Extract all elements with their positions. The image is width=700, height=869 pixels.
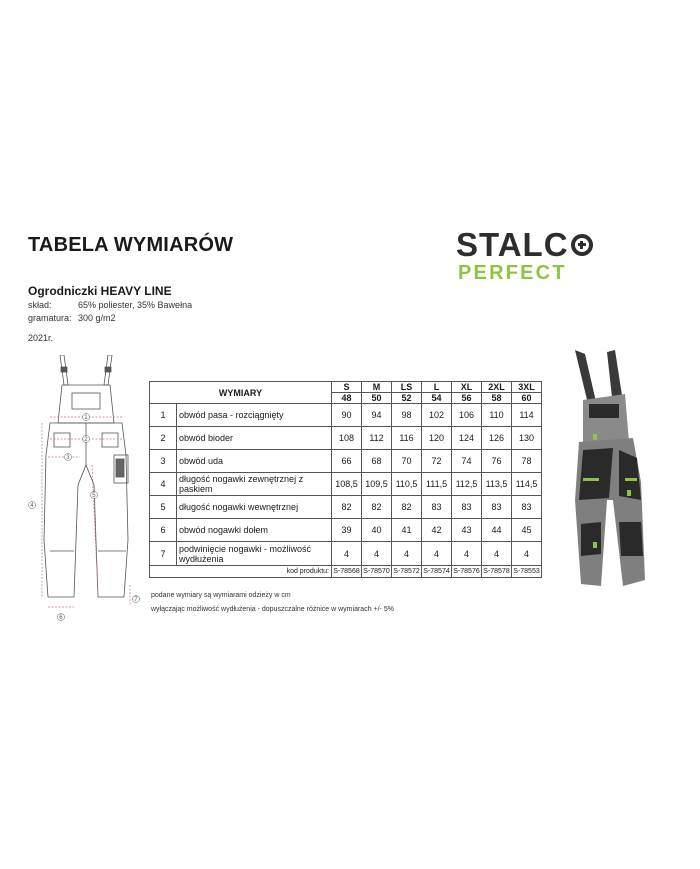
- row-value: 94: [362, 404, 392, 427]
- row-number: 2: [150, 427, 177, 450]
- row-value: 102: [422, 404, 452, 427]
- product-code: S-78578: [482, 566, 512, 578]
- row-value: 83: [512, 496, 542, 519]
- size-label: LS: [392, 382, 422, 393]
- row-number: 4: [150, 473, 177, 496]
- row-value: 112,5: [452, 473, 482, 496]
- row-label: podwinięcie nogawki - możliwość wydłużenia: [177, 542, 332, 566]
- row-value: 108: [332, 427, 362, 450]
- row-value: 4: [392, 542, 422, 566]
- brand-logo: [456, 228, 626, 288]
- spec-value: 65% poliester, 35% Bawełna: [78, 300, 193, 310]
- product-code: S-78568: [332, 566, 362, 578]
- row-value: 39: [332, 519, 362, 542]
- row-label: długość nogawki wewnętrznej: [177, 496, 332, 519]
- product-code-label: kod produktu:: [150, 566, 332, 578]
- product-code: S-78572: [392, 566, 422, 578]
- row-value: 66: [332, 450, 362, 473]
- row-value: 109,5: [362, 473, 392, 496]
- row-value: 98: [392, 404, 422, 427]
- size-number: 48: [332, 393, 362, 404]
- size-label: 2XL: [482, 382, 512, 393]
- table-row: [150, 427, 542, 450]
- size-number: 54: [422, 393, 452, 404]
- size-label: L: [422, 382, 452, 393]
- row-value: 41: [392, 519, 422, 542]
- table-row: [150, 496, 542, 519]
- row-value: 111,5: [422, 473, 452, 496]
- diagram-marker-4: 4: [30, 503, 34, 509]
- table-row: [150, 519, 542, 542]
- diagram-marker-5: 5: [92, 493, 96, 499]
- row-value: 82: [362, 496, 392, 519]
- row-value: 116: [392, 427, 422, 450]
- row-value: 83: [422, 496, 452, 519]
- product-code: S-78553: [512, 566, 542, 578]
- logo-plus-ring-icon: [571, 234, 593, 256]
- row-value: 43: [452, 519, 482, 542]
- table-row: [150, 450, 542, 473]
- row-value: 40: [362, 519, 392, 542]
- product-name: Ogrodniczki HEAVY LINE: [28, 284, 172, 298]
- spec-key: skład:: [28, 300, 52, 310]
- spec-key: gramatura:: [28, 313, 72, 323]
- row-value: 78: [512, 450, 542, 473]
- row-number: 1: [150, 404, 177, 427]
- row-value: 110: [482, 404, 512, 427]
- logo-brand: [456, 228, 626, 262]
- row-value: 4: [422, 542, 452, 566]
- table-row: [150, 473, 542, 496]
- row-value: 74: [452, 450, 482, 473]
- row-value: 120: [422, 427, 452, 450]
- row-value: 106: [452, 404, 482, 427]
- row-number: 6: [150, 519, 177, 542]
- row-value: 110,5: [392, 473, 422, 496]
- diagram-marker-2: 2: [84, 437, 88, 443]
- size-number: 52: [392, 393, 422, 404]
- row-value: 4: [482, 542, 512, 566]
- row-label: obwód nogawki dołem: [177, 519, 332, 542]
- row-value: 44: [482, 519, 512, 542]
- spec-composition: [28, 300, 192, 310]
- row-number: 5: [150, 496, 177, 519]
- row-value: 126: [482, 427, 512, 450]
- spec-value: 300 g/m2: [78, 313, 116, 323]
- spec-weight: [28, 313, 116, 323]
- row-value: 45: [512, 519, 542, 542]
- note-tolerance: wyłączając możliwość wydłużenia - dopuszczalne różnice w wymiarach +/- 5%: [151, 606, 394, 613]
- row-value: 4: [452, 542, 482, 566]
- note-units: podane wymiary są wymiarami odzieży w cm: [151, 592, 291, 599]
- product-year: 2021r.: [28, 333, 54, 343]
- row-label: obwód bioder: [177, 427, 332, 450]
- product-code: S-78570: [362, 566, 392, 578]
- size-number: 50: [362, 393, 392, 404]
- row-value: 70: [392, 450, 422, 473]
- product-code-row: [150, 566, 542, 578]
- row-value: 124: [452, 427, 482, 450]
- row-value: 76: [482, 450, 512, 473]
- logo-brand-text: STALC: [456, 226, 569, 263]
- size-number: 58: [482, 393, 512, 404]
- row-value: 4: [332, 542, 362, 566]
- row-value: 83: [482, 496, 512, 519]
- row-value: 82: [332, 496, 362, 519]
- row-value: 42: [422, 519, 452, 542]
- product-code: S-78576: [452, 566, 482, 578]
- logo-sub: PERFECT: [458, 262, 567, 284]
- size-label: M: [362, 382, 392, 393]
- product-code: S-78574: [422, 566, 452, 578]
- diagram-marker-3: 3: [66, 455, 70, 461]
- overalls-diagram: [10, 355, 150, 630]
- row-label: obwód uda: [177, 450, 332, 473]
- size-label: 3XL: [512, 382, 542, 393]
- row-value: 130: [512, 427, 542, 450]
- row-value: 83: [452, 496, 482, 519]
- row-value: 68: [362, 450, 392, 473]
- diagram-marker-7: 7: [134, 597, 138, 603]
- row-value: 112: [362, 427, 392, 450]
- diagram-marker-6: 6: [59, 615, 63, 621]
- size-number: 60: [512, 393, 542, 404]
- row-value: 114: [512, 404, 542, 427]
- diagram-marker-1: 1: [84, 415, 88, 421]
- size-label: S: [332, 382, 362, 393]
- table-row: [150, 404, 542, 427]
- row-number: 3: [150, 450, 177, 473]
- table-row: [150, 542, 542, 566]
- row-label: długość nogawki zewnętrznej z paskiem: [177, 473, 332, 496]
- row-value: 4: [362, 542, 392, 566]
- row-value: 90: [332, 404, 362, 427]
- row-number: 7: [150, 542, 177, 566]
- row-label: obwód pasa - rozciągnięty: [177, 404, 332, 427]
- table-header-label: WYMIARY: [150, 382, 332, 404]
- row-value: 4: [512, 542, 542, 566]
- product-photo: [553, 350, 661, 590]
- size-number: 56: [452, 393, 482, 404]
- row-value: 82: [392, 496, 422, 519]
- page-title: TABELA WYMIARÓW: [28, 234, 234, 256]
- row-value: 108,5: [332, 473, 362, 496]
- row-value: 114,5: [512, 473, 542, 496]
- row-value: 72: [422, 450, 452, 473]
- size-table: [149, 381, 542, 578]
- size-label: XL: [452, 382, 482, 393]
- row-value: 113,5: [482, 473, 512, 496]
